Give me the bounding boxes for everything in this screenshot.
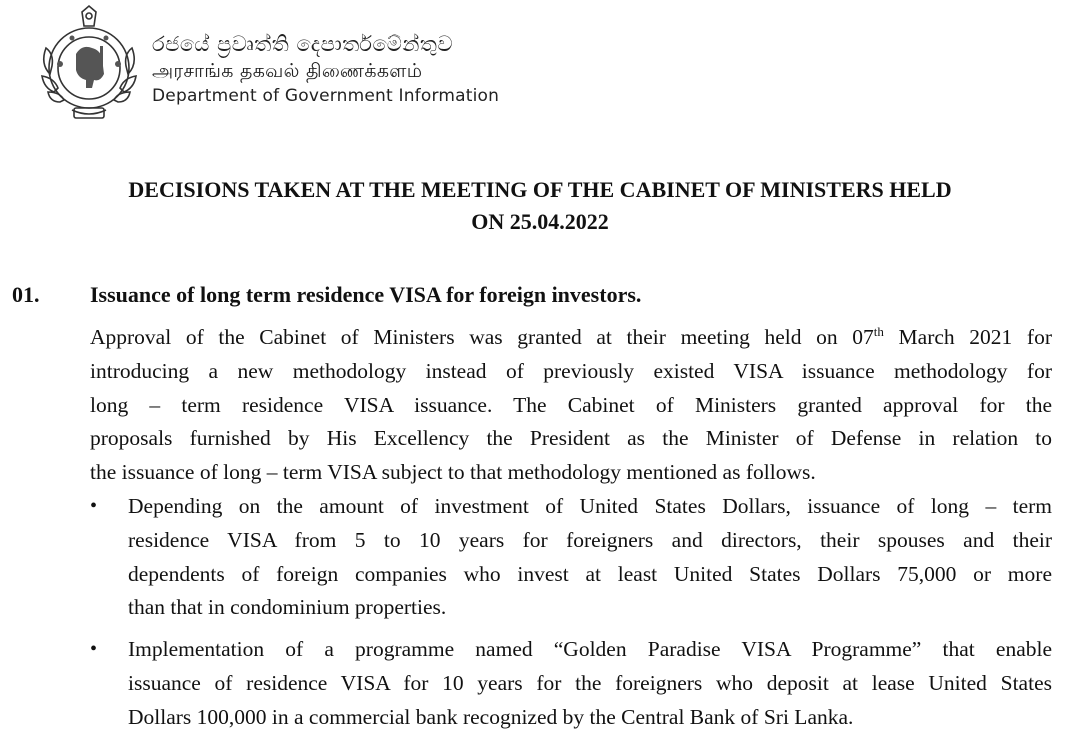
bullet-list	[90, 490, 1052, 735]
bullet-line: issuance of residence VISA for 10 years for the foreigners who deposit at lease United States	[128, 670, 1052, 695]
document-title-line-2: ON 25.04.2022	[471, 209, 609, 234]
bullet-line: Depending on the amount of investment of United States Dollars, issuance of long – term	[128, 494, 1052, 518]
bullet-icon: •	[90, 495, 98, 517]
item-heading: Issuance of long term residence VISA for foreign investors.	[90, 282, 642, 307]
ordinal-suffix: th	[873, 324, 884, 339]
paragraph-line: the issuance of long – term VISA subject to that methodology mentioned as follows.	[90, 460, 816, 485]
letterhead	[30, 4, 590, 132]
paragraph-line: long – term residence VISA issuance. The Cabinet of Ministers granted approval for the	[90, 392, 1052, 417]
bullet-line: Dollars 100,000 in a commercial bank recognized by the Central Bank of Sri Lanka.	[128, 704, 854, 729]
document-title	[0, 174, 1080, 238]
list-item	[90, 633, 1052, 734]
bullet-line: residence VISA from 5 to 10 years for foreigners and directors, their spouses and their	[128, 527, 1052, 552]
paragraph-line-1a: Approval of the Cabinet of Ministers was granted at their meeting held on 07	[90, 325, 874, 349]
bullet-line: Implementation of a programme named “Golden Paradise VISA Programme” that enable	[128, 637, 1052, 662]
item-paragraph	[90, 321, 1052, 490]
paragraph-line	[90, 321, 1052, 355]
list-item	[90, 490, 1052, 625]
sri-lanka-emblem-icon	[30, 4, 148, 128]
org-name-english: Department of Government Information	[152, 86, 500, 106]
bullet-line: dependents of foreign companies who invest at least United States Dollars 75,000 or more	[128, 561, 1052, 586]
bullet-text	[128, 490, 1052, 625]
bullet-line: than that in condominium properties.	[128, 595, 447, 620]
paragraph-line-1b: March 2021 for	[883, 325, 1052, 349]
item-number: 01.	[12, 282, 40, 307]
document-title-line-1: DECISIONS TAKEN AT THE MEETING OF THE CABINET OF MINISTERS HELD	[128, 177, 952, 202]
bullet-icon: •	[90, 638, 98, 661]
org-name-tamil: அரசாங்க தகவல் திணைக்களம்	[152, 60, 423, 82]
paragraph-line: introducing a new methodology instead of previously existed VISA issuance methodology for	[90, 358, 1052, 383]
paragraph-line: proposals furnished by His Excellency the President as the Minister of Defense in relation to	[90, 426, 1052, 451]
bullet-text	[128, 633, 1052, 734]
org-name-sinhala: රජයේ ප්‍රවෘත්ති දෙපාර්තමේන්තුව	[152, 32, 454, 56]
